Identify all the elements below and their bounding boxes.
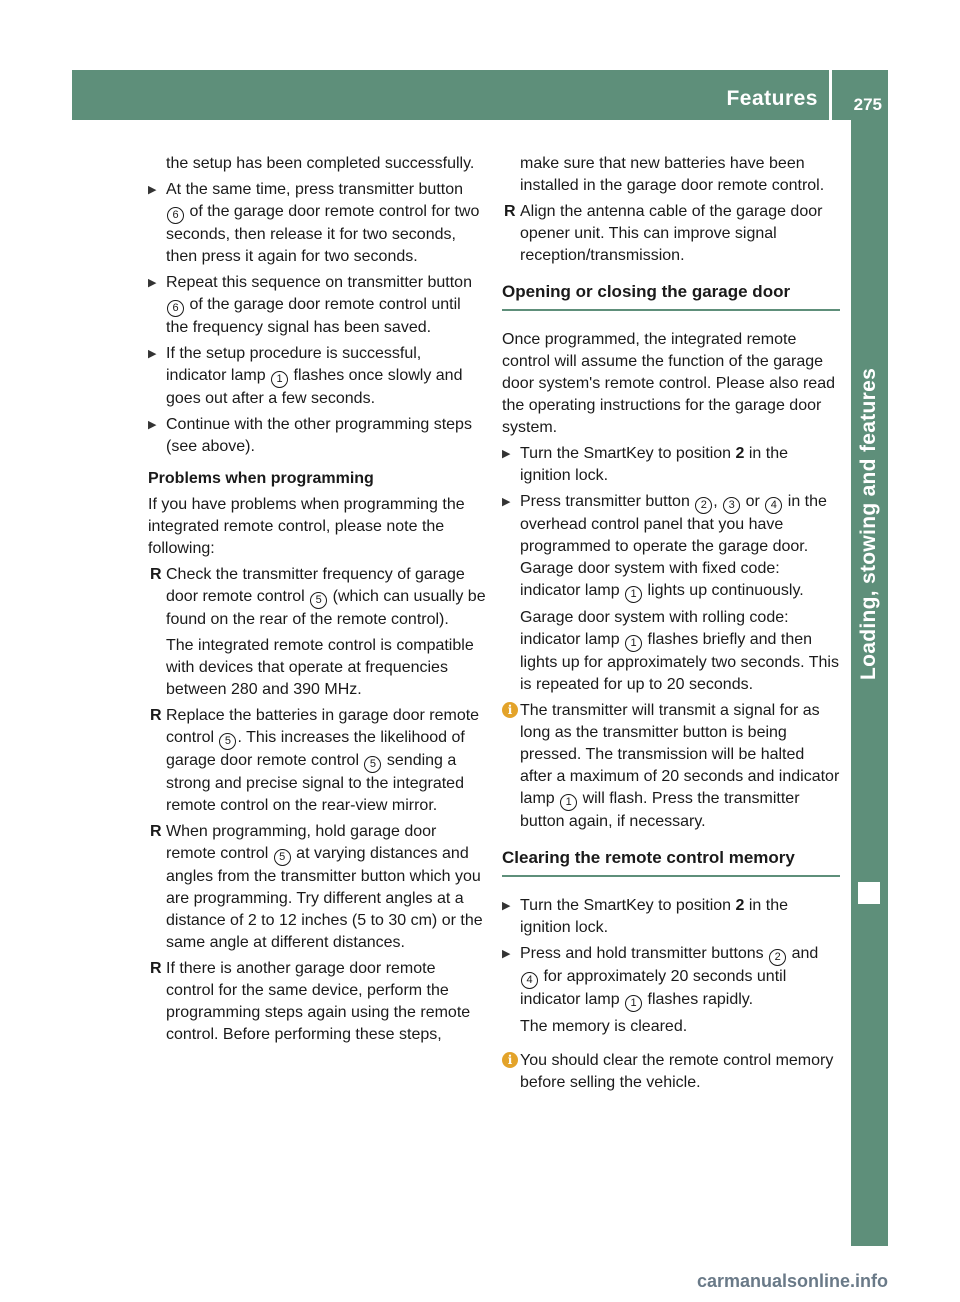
- step-item: ▶ Turn the SmartKey to position 2 in the ignition lock.: [502, 445, 789, 484]
- header-bar: [72, 70, 888, 120]
- bullet-icon: R: [150, 960, 162, 977]
- remote-number-icon: 5: [274, 849, 291, 866]
- step-item: ▶ Turn the SmartKey to position 2 in the ignition lock.: [502, 897, 789, 936]
- page-number: 275: [853, 95, 882, 114]
- bullet-item: [502, 201, 840, 267]
- button-number-icon: 3: [723, 497, 740, 514]
- step-item: ▶ If the setup procedure is successful, indicator lamp 1 flashes once slowly and goes out after a few seconds.: [148, 345, 463, 407]
- step-arrow-icon: ▶: [148, 419, 157, 431]
- step-arrow-icon: ▶: [148, 348, 157, 360]
- bullet-icon: R: [504, 203, 516, 220]
- button-number-icon: 2: [695, 497, 712, 514]
- bullet-icon: R: [150, 707, 162, 724]
- info-text: You should clear the remote control memory before selling the vehicle.: [520, 1052, 834, 1091]
- lamp-number-icon: 1: [271, 371, 288, 388]
- remote-number-icon: 5: [364, 756, 381, 773]
- bullet-item: R Replace the batteries in garage door remote control 5 . This increases the likelihood of garage door remote control 5 sending a strong and precise signal to the integrated remote control on the rear-view mirror.: [150, 707, 480, 814]
- lamp-number-icon: 1: [560, 794, 577, 811]
- section-heading: Opening or closing the garage door: [502, 281, 840, 311]
- bullet-icon: R: [150, 823, 162, 840]
- section-heading: Clearing the remote control memory: [502, 847, 840, 877]
- bullet-item: R When programming, hold garage door remote control 5 at varying distances and angles from the transmitter button which you are programming. Try different angles at a distance of 2 to 12 inches (5 to 30 cm) or the same angle at different distances.: [150, 823, 483, 951]
- lamp-number-icon: 1: [625, 635, 642, 652]
- button-number-icon: 4: [765, 497, 782, 514]
- paragraph: make sure that new batteries have been installed in the garage door remote control.: [520, 155, 825, 194]
- remote-number-icon: 5: [219, 733, 236, 750]
- paragraph: If you have problems when programming the integrated remote control, please note the following:: [148, 496, 465, 557]
- side-tab-label: Loading, stowing and features: [857, 367, 880, 680]
- info-icon: i: [502, 1052, 518, 1068]
- step-item: ▶ At the same time, press transmitter button 6 of the garage door remote control for two seconds, then release it for two seconds, then press it again for two seconds.: [148, 181, 480, 265]
- bullet-item: R Check the transmitter frequency of garage door remote control 5 (which can usually be found on the rear of the remote control). The integrated remote control is compatible with devices that operate at frequencies between 280 and 390 MHz.: [148, 564, 486, 701]
- step-arrow-icon: ▶: [502, 948, 511, 960]
- lamp-number-icon: 1: [625, 586, 642, 603]
- step-item: ▶ Press and hold transmitter buttons 2 and 4 for approximately 20 seconds until indicator lamp 1 flashes rapidly. The memory is cleared.: [502, 943, 840, 1038]
- button-number-icon: 6: [167, 300, 184, 317]
- step-item: ▶ Press transmitter button 2 , 3 or 4 in the overhead control panel that you have programmed to operate the garage door. Garage door system with fixed code: indicator lamp 1 lights up continuously. Garage door system with rolling code: indicator lamp 1 flashes briefly and then lights up for approximately two seconds. This is repeated for up to 20 seconds.: [502, 493, 839, 693]
- button-number-icon: 6: [167, 207, 184, 224]
- step-arrow-icon: ▶: [502, 496, 511, 508]
- header-divider: [829, 70, 832, 120]
- watermark: carmanualsonline.info: [696, 1271, 888, 1291]
- bullet-subparagraph: The integrated remote control is compatible with devices that operate at frequencies between 280 and 390 MHz.: [166, 637, 474, 698]
- side-tab-marker: [858, 882, 880, 904]
- lamp-number-icon: 1: [625, 995, 642, 1012]
- paragraph: the setup has been completed successfully.: [166, 155, 475, 172]
- subheading: Problems when programming: [148, 470, 374, 487]
- remote-number-icon: 5: [310, 592, 327, 609]
- step-item: [148, 414, 486, 458]
- step-item: ▶ Repeat this sequence on transmitter button 6 of the garage door remote control until the frequency signal has been saved.: [148, 274, 472, 336]
- right-column: [502, 153, 840, 1098]
- button-number-icon: 2: [769, 949, 786, 966]
- bullet-item: [148, 958, 486, 1046]
- info-icon: i: [502, 702, 518, 718]
- info-note: [502, 1050, 840, 1094]
- step-arrow-icon: ▶: [148, 184, 157, 196]
- step-arrow-icon: ▶: [502, 448, 511, 460]
- step-text: Continue with the other programming steps (see above).: [166, 416, 472, 455]
- left-column: [148, 153, 486, 1050]
- paragraph: Once programmed, the integrated remote control will assume the function of the garage door system's remote control. Please also read the operating instructions for the garage door system.: [502, 331, 835, 436]
- info-note: i The transmitter will transmit a signal for as long as the transmitter button is being pressed. The transmission will be halted after a maximum of 20 seconds and indicator lamp 1 will flash. Press the transmitter button again, if necessary.: [502, 700, 840, 833]
- section-title: Features: [726, 87, 818, 110]
- step-arrow-icon: ▶: [148, 277, 157, 289]
- bullet-text: Align the antenna cable of the garage door opener unit. This can improve signal reception/transmission.: [520, 203, 823, 264]
- bullet-icon: R: [150, 566, 162, 583]
- step-subparagraph: The memory is cleared.: [520, 1018, 688, 1035]
- step-arrow-icon: ▶: [502, 900, 511, 912]
- bullet-text: If there is another garage door remote control for the same device, perform the programming steps again using the remote control. Before performing these steps,: [166, 960, 471, 1043]
- button-number-icon: 4: [521, 972, 538, 989]
